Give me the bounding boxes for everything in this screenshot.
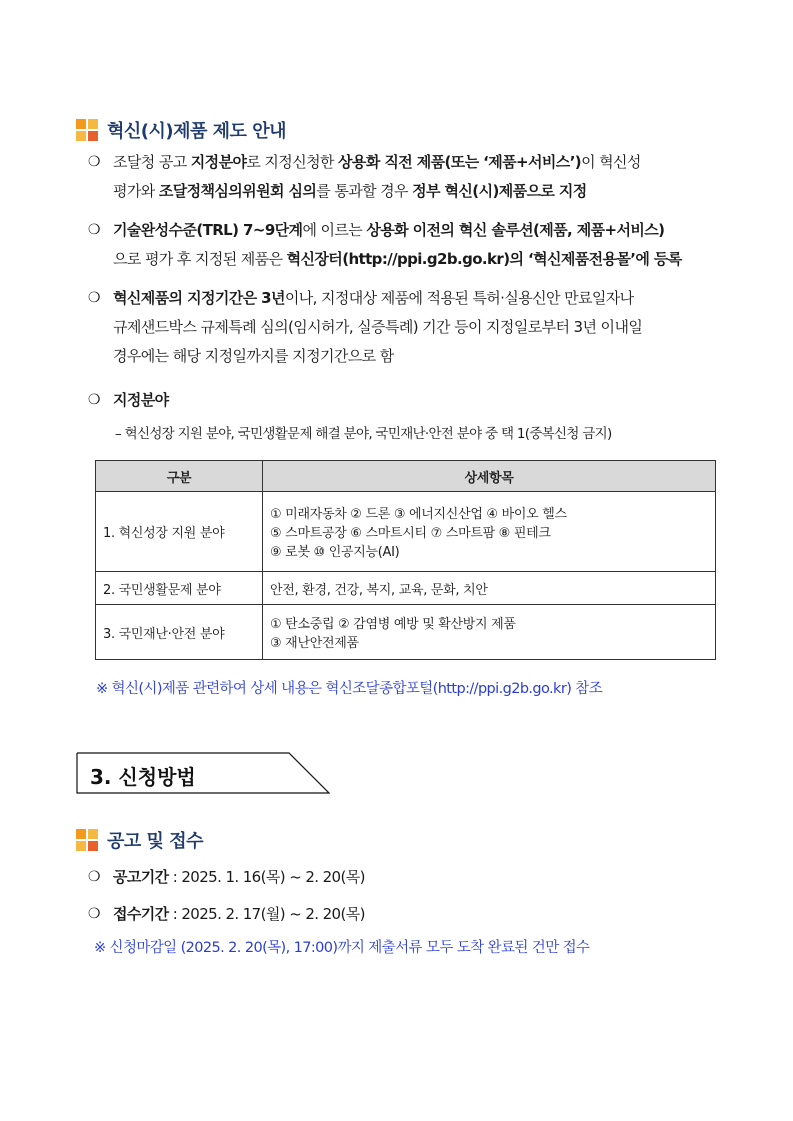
section-title: 혁신(시)제품 제도 안내 — [107, 121, 286, 142]
circle-bullet-icon: ❍ — [88, 392, 100, 408]
table-row — [96, 605, 716, 660]
section-title: 공고 및 접수 — [107, 831, 203, 852]
bullet-trl-level — [88, 216, 718, 274]
circle-bullet-icon: ❍ — [88, 154, 100, 170]
bullet-designation-field — [88, 148, 718, 206]
section-heading-system-guide — [76, 117, 286, 143]
table-cell-details: 안전, 환경, 건강, 복지, 교육, 문화, 치안 — [263, 572, 716, 605]
item-label: 접수기간 — [113, 905, 169, 923]
section-heading-announcement — [76, 827, 203, 853]
table-cell-category: 2. 국민생활문제 분야 — [96, 572, 263, 605]
square-bullet-icon — [76, 119, 98, 141]
category-table — [95, 460, 716, 660]
item-label: 공고기간 — [113, 868, 169, 886]
table-row — [96, 492, 716, 572]
bullet-label: 지정분야 — [113, 391, 169, 409]
table-cell-category: 1. 혁신성장 지원 분야 — [96, 492, 263, 572]
chapter-title: 3. 신청방법 — [90, 765, 196, 789]
announcement-period-item — [88, 863, 718, 892]
reception-period-item — [88, 900, 718, 929]
bullet-line: 혁신제품의 지정기간은 3년이나, 지정대상 제품에 적용된 특허·실용신안 만료일자나 — [113, 289, 634, 307]
bullet-line: 평가와 조달정책심의위원회 심의를 통과할 경우 정부 혁신(시)제품으로 지정 — [113, 182, 587, 200]
bullet-line: 경우에는 해당 지정일까지를 지정기간으로 함 — [113, 347, 394, 365]
item-value: : 2025. 1. 16(목) ~ 2. 20(목) — [168, 868, 365, 886]
bullet-designation-category — [88, 386, 718, 415]
item-value: : 2025. 2. 17(월) ~ 2. 20(목) — [168, 905, 365, 923]
table-header-category: 구분 — [96, 461, 263, 492]
category-sub-note: – 혁신성장 지원 분야, 국민생활문제 해결 분야, 국민재난·안전 분야 중 택 1(중복신청 금지) — [115, 426, 612, 442]
bullet-line: 기술완성수준(TRL) 7~9단계에 이르는 상용화 이전의 혁신 솔루션(제품, 제품+서비스) — [113, 221, 665, 239]
chapter-heading — [76, 752, 330, 794]
square-bullet-icon — [76, 829, 98, 851]
table-cell-details: ① 미래자동차 ② 드론 ③ 에너지신산업 ④ 바이오 헬스 ⑤ 스마트공장 ⑥ 스마트시티 ⑦ 스마트팜 ⑧ 핀테크 ⑨ 로봇 ⑩ 인공지능(AI) — [263, 492, 716, 572]
table-header-row — [96, 461, 716, 492]
bullet-line: 조달청 공고 지정분야로 지정신청한 상용화 직전 제품(또는 ‘제품+서비스’)이 혁신성 — [113, 153, 641, 171]
circle-bullet-icon: ❍ — [88, 906, 100, 922]
table-row — [96, 572, 716, 605]
circle-bullet-icon: ❍ — [88, 222, 100, 238]
table-cell-details: ① 탄소중립 ② 감염병 예방 및 확산방지 제품 ③ 재난안전제품 — [263, 605, 716, 660]
table-header-details: 상세항목 — [263, 461, 716, 492]
circle-bullet-icon: ❍ — [88, 290, 100, 306]
bullet-line: 규제샌드박스 규제특례 심의(임시허가, 실증특례) 기간 등이 지정일로부터 3년 이내일 — [113, 318, 643, 336]
bullet-line: 으로 평가 후 지정된 제품은 혁신장터(http://ppi.g2b.go.kr)의 ‘혁신제품전용몰’에 등록 — [113, 250, 682, 268]
bullet-designation-period — [88, 284, 718, 371]
circle-bullet-icon: ❍ — [88, 869, 100, 885]
table-cell-category: 3. 국민재난·안전 분야 — [96, 605, 263, 660]
deadline-note: ※ 신청마감일 (2025. 2. 20(목), 17:00)까지 제출서류 모두 도착 완료된 건만 접수 — [94, 940, 590, 956]
portal-reference-note: ※ 혁신(시)제품 관련하여 상세 내용은 혁신조달종합포털(http://ppi.g2b.go.kr) 참조 — [96, 681, 603, 697]
